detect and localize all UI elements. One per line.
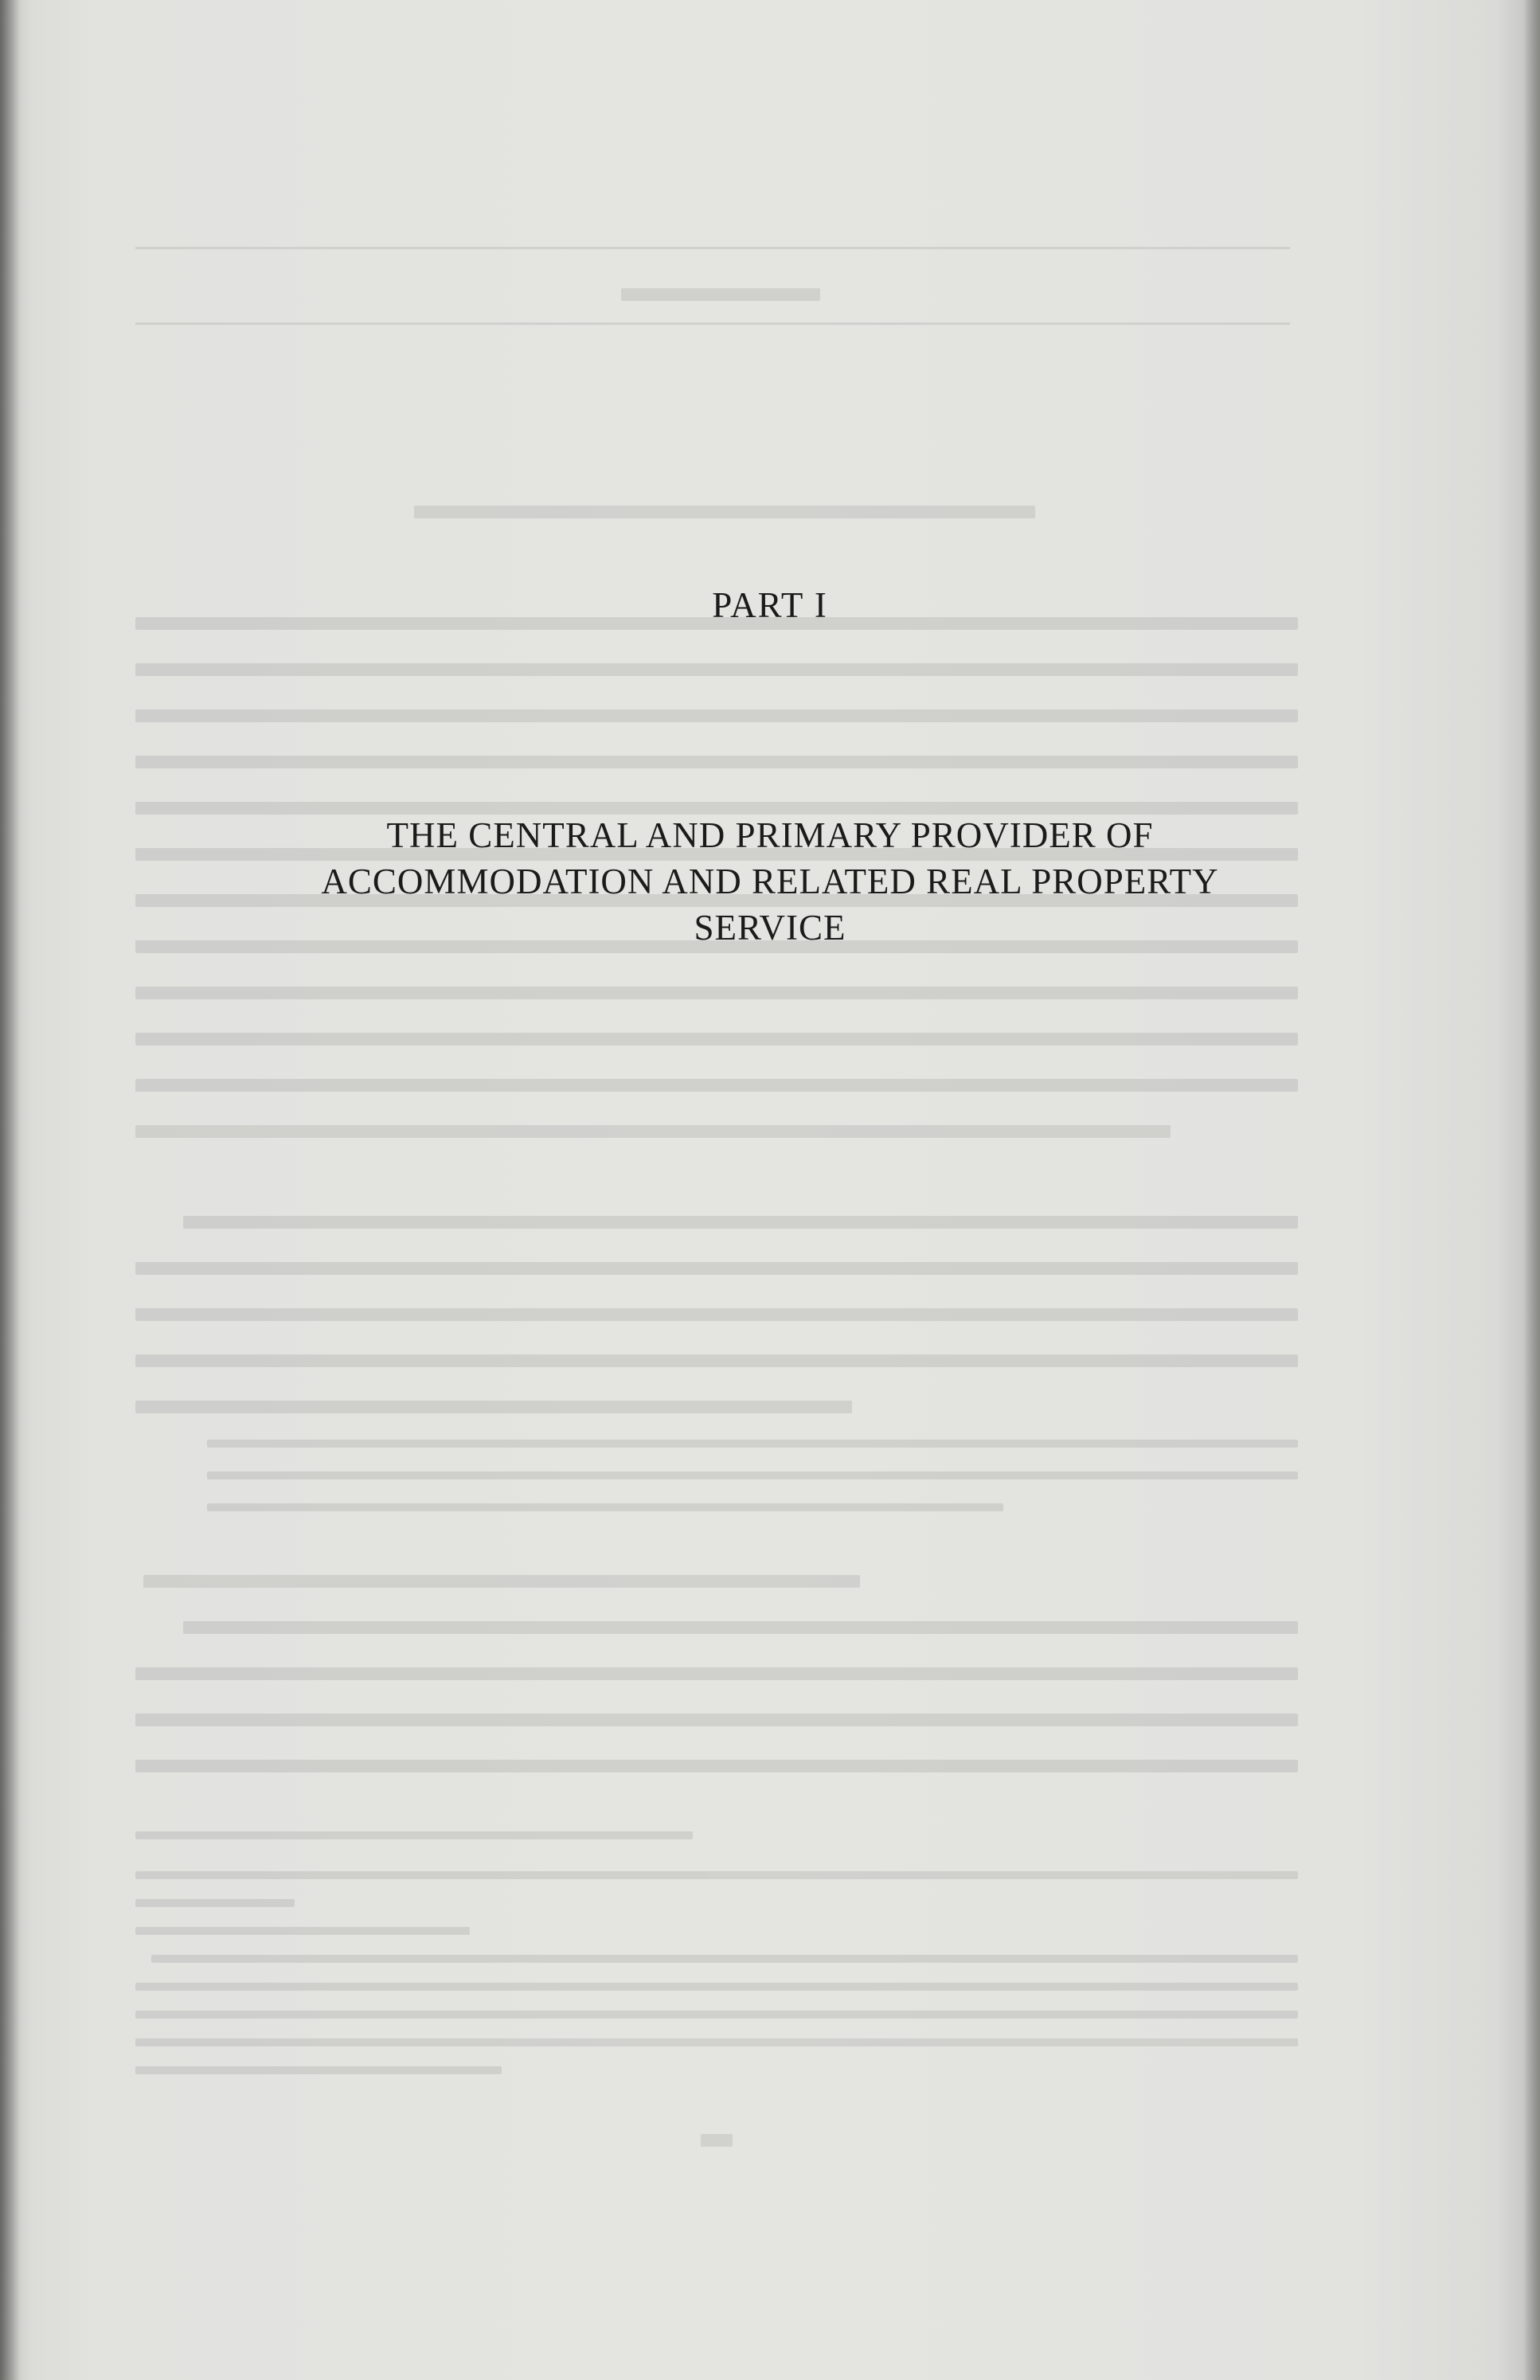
binding-shadow <box>0 0 21 2380</box>
main-title-line: SERVICE <box>694 908 846 948</box>
part-title: PART I <box>712 585 828 625</box>
main-title-line: ACCOMMODATION AND RELATED REAL PROPERTY <box>321 862 1219 901</box>
main-title-line: THE CENTRAL AND PRIMARY PROVIDER OF <box>386 815 1154 855</box>
page-edge-shadow <box>1522 0 1540 2380</box>
main-title <box>0 812 1540 951</box>
reverse-side-bleed-through <box>135 247 1306 2158</box>
